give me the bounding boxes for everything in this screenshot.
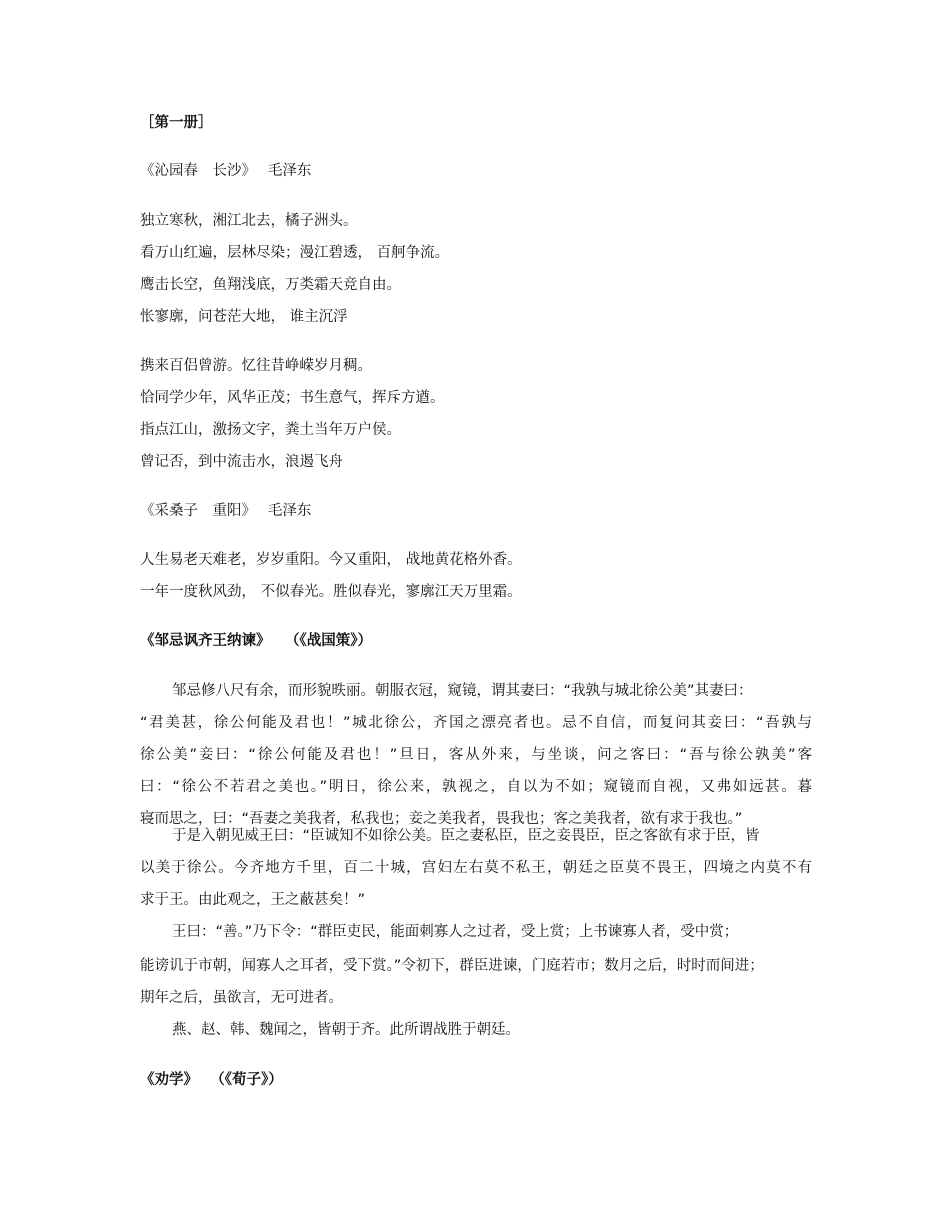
essay-title: 《邹忌讽齐王纳谏》 （《战国策》） <box>140 633 372 649</box>
essay-line: 能谤讥于市朝，闻寡人之耳者，受下赏。”令初下，群臣进谏，门庭若市；数月之后，时时而间进； <box>140 958 764 974</box>
essay-line: 期年之后，虽欲言，无可进者。 <box>140 990 343 1006</box>
essay-line: 燕、赵、韩、魏闻之，皆朝于齐。此所谓战胜于朝廷。 <box>172 1022 520 1038</box>
poem-line: 怅寥廓，问苍茫大地， 谁主沉浮 <box>140 309 348 325</box>
poem-line: 鹰击长空，鱼翔浅底，万类霜天竞自由。 <box>140 277 401 293</box>
poem-line: 一年一度秋风劲， 不似春光。胜似春光，寥廓江天万里霜。 <box>140 584 522 600</box>
essay-line: 王曰：“善。”乃下令：“群臣吏民，能面刺寡人之过者，受上赏；上书谏寡人者，受中赏； <box>172 924 739 940</box>
essay-line: 以美于徐公。今齐地方千里，百二十城，宫妇左右莫不私王，朝廷之臣莫不畏王，四境之内莫不有 <box>140 860 812 876</box>
essay-line: 邹忌修八尺有余，而形貌昳丽。朝服衣冠，窥镜，谓其妻曰：“我孰与城北徐公美”其妻曰： <box>172 683 753 699</box>
poem-line: 携来百侣曾游。忆往昔峥嵘岁月稠。 <box>140 358 372 374</box>
poem-title: 《沁园春 长沙》 毛泽东 <box>140 163 312 179</box>
poem-line: 恰同学少年，风华正茂；书生意气，挥斥方遒。 <box>140 390 445 406</box>
poem-line: 曾记否，到中流击水，浪遏飞舟 <box>140 454 343 470</box>
poem-line: 人生易老天难老，岁岁重阳。今又重阳， 战地黄花格外香。 <box>140 552 522 568</box>
poem-line: 独立寒秋，湘江北去，橘子洲头。 <box>140 213 358 229</box>
section-heading: ［第一册］ <box>140 115 213 131</box>
essay-line: 寝而思之，曰：“吾妻之美我者，私我也；妾之美我者，畏我也；客之美我者，欲有求于我也。” <box>140 811 743 827</box>
essay-line: 徐公美”妾曰：“徐公何能及君也！”旦日，客从外来，与坐谈，问之客曰：“吾与徐公孰美”客 <box>140 747 812 763</box>
poem-title: 《采桑子 重阳》 毛泽东 <box>140 503 312 519</box>
essay-line: 求于王。由此观之，王之蔽甚矣！” <box>140 892 366 908</box>
poem-line: 指点江山，激扬文字，粪土当年万户侯。 <box>140 422 401 438</box>
essay-line: 曰：“徐公不若君之美也。”明日，徐公来，孰视之，自以为不如；窥镜而自视，又弗如远甚。暮 <box>140 779 812 795</box>
essay-line: “君美甚，徐公何能及君也！”城北徐公，齐国之漂亮者也。忌不自信，而复问其妾曰：“吾孰与 <box>140 715 812 731</box>
essay-title: 《劝学》 （《荀子》） <box>140 1072 283 1088</box>
essay-line: 于是入朝见威王曰：“臣诚知不如徐公美。臣之妻私臣，臣之妾畏臣，臣之客欲有求于臣，皆 <box>172 828 760 844</box>
poem-line: 看万山红遍，层林尽染；漫江碧透， 百舸争流。 <box>140 245 450 261</box>
